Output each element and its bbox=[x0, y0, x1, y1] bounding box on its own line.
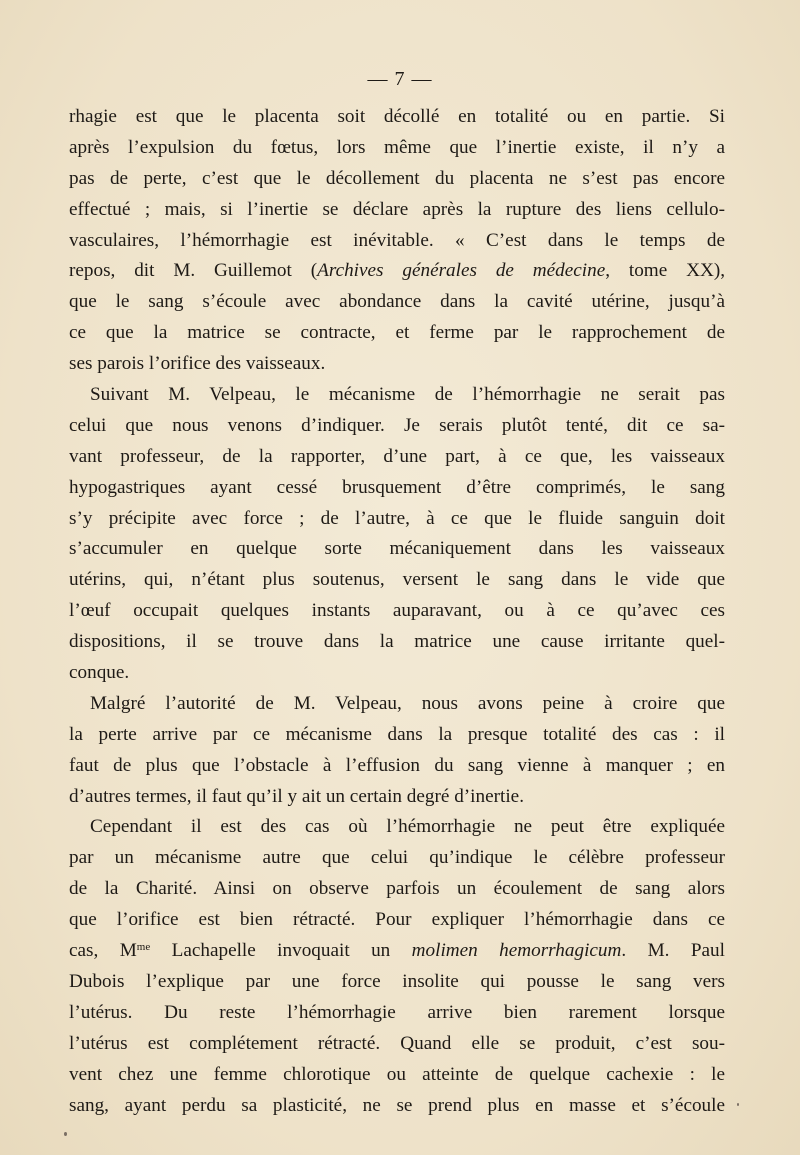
text-line: faut de plus que l’obstacle à l’effusion du sang vienne à manquer ; en bbox=[69, 754, 725, 776]
text-line bbox=[69, 936, 725, 967]
text-line: effectué ; mais, si l’inertie se déclare après la rupture des liens cellulo- bbox=[69, 198, 725, 220]
text-run: Lachapelle invoquait un bbox=[150, 940, 412, 962]
text-line: rhagie est que le placenta soit décollé en totalité ou en partie. Si bbox=[69, 106, 725, 127]
text-line: ce que la matrice se contracte, et ferme par le rapprochement de bbox=[69, 322, 725, 344]
paragraph-first-line: Cependant il est des cas où l’hémorrhagie ne peut être expliquée bbox=[90, 816, 725, 838]
superscript: me bbox=[136, 941, 151, 954]
text-line: que l’orifice est bien rétracté. Pour expliquer l’hémorrhagie dans ce bbox=[69, 909, 725, 931]
text-line: d’autres termes, il faut qu’il y ait un certain degré d’inertie. bbox=[69, 785, 524, 807]
text-line: ses parois l’orifice des vaisseaux. bbox=[69, 353, 326, 375]
text-line: conque. bbox=[69, 662, 130, 684]
text-run: , tome XX), bbox=[605, 260, 726, 282]
text-line: dispositions, il se trouve dans la matrice une cause irritante quel- bbox=[69, 631, 725, 653]
text-line bbox=[69, 256, 725, 287]
text-line: la perte arrive par ce mécanisme dans la presque totalité des cas : il bbox=[69, 723, 725, 745]
text-line: vant professeur, de la rapporter, d’une part, à ce que, les vaisseaux bbox=[69, 445, 725, 467]
text-line: que le sang s’écoule avec abondance dans la cavité utérine, jusqu’à bbox=[69, 291, 725, 313]
ink-speck bbox=[64, 1132, 67, 1136]
text-line: Dubois l’explique par une force insolite qui pousse le sang vers bbox=[69, 970, 725, 992]
text-line: sang, ayant perdu sa plasticité, ne se prend plus en masse et s’écoule bbox=[69, 1094, 725, 1116]
text-line: l’utérus. Du reste l’hémorrhagie arrive bien rarement lorsque bbox=[69, 1001, 725, 1023]
text-line: s’accumuler en quelque sorte mécaniquement dans les vaisseaux bbox=[69, 538, 725, 560]
text-line: vent chez une femme chlorotique ou atteinte de quelque cachexie : le bbox=[69, 1063, 725, 1085]
text-line: l’œuf occupait quelques instants auparavant, ou à ce qu’avec ces bbox=[69, 600, 725, 622]
text-line: de la Charité. Ainsi on observe parfois un écoulement de sang alors bbox=[69, 878, 725, 900]
latin-term: molimen hemorrhagicum bbox=[411, 940, 622, 962]
text-run: repos, dit M. Guillemot ( bbox=[69, 260, 318, 282]
page-number: — 7 — bbox=[367, 68, 433, 90]
text-line: pas de perte, c’est que le décollement du placenta ne s’est pas encore bbox=[69, 167, 725, 189]
text-run: . M. Paul bbox=[621, 940, 725, 962]
paragraph-first-line: Malgré l’autorité de M. Velpeau, nous avons peine à croire que bbox=[90, 692, 725, 714]
text-line: vasculaires, l’hémorrhagie est inévitable. « C’est dans le temps de bbox=[69, 229, 725, 251]
body-text bbox=[69, 102, 725, 1121]
text-line: l’utérus est complétement rétracté. Quand elle se produit, c’est sou- bbox=[69, 1032, 725, 1054]
text-line: hypogastriques ayant cessé brusquement d’être comprimés, le sang bbox=[69, 476, 725, 498]
ink-speck bbox=[737, 1103, 739, 1106]
text-run: cas, M bbox=[69, 940, 137, 962]
paragraph-first-line: Suivant M. Velpeau, le mécanisme de l’hémorrhagie ne serait pas bbox=[90, 384, 725, 406]
text-line: après l’expulsion du fœtus, lors même que l’inertie existe, il n’y a bbox=[69, 136, 725, 158]
text-line: utérins, qui, n’étant plus soutenus, versent le sang dans le vide que bbox=[69, 569, 725, 591]
text-line: s’y précipite avec force ; de l’autre, à ce que le fluide sanguin doit bbox=[69, 507, 725, 529]
text-line: par un mécanisme autre que celui qu’indique le célèbre professeur bbox=[69, 847, 725, 869]
journal-title: Archives générales de médecine bbox=[317, 260, 606, 282]
text-line: celui que nous venons d’indiquer. Je serais plutôt tenté, dit ce sa- bbox=[69, 414, 725, 436]
